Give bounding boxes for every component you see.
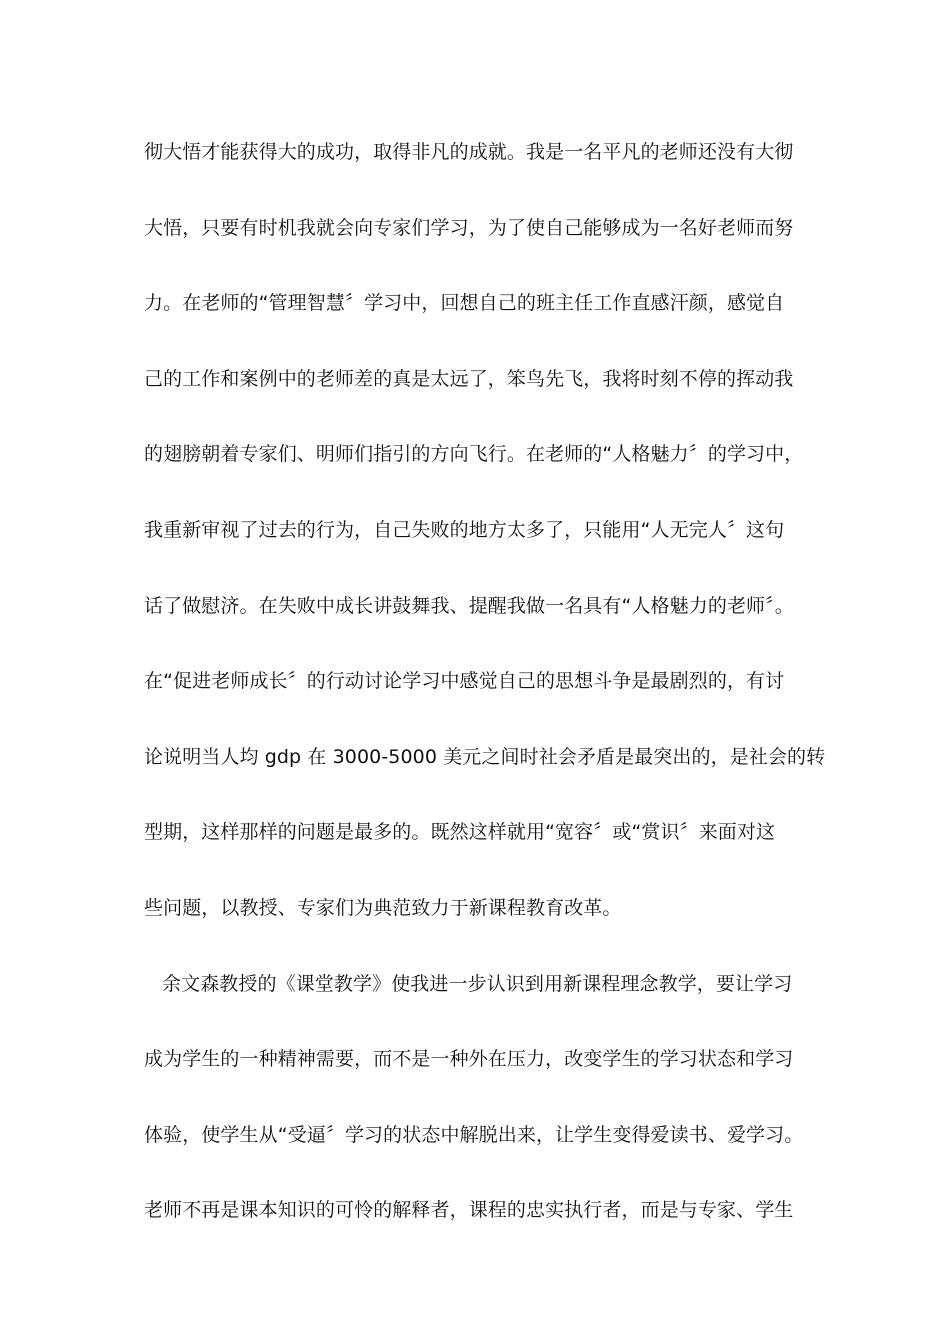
paragraph-start-line: 余文森教授的《课堂教学》使我进一步认识到用新课程理念教学，要让学习 [162,972,793,995]
text-line: 体验，使学生从“受逼〞学习的状态中解脱出来，让学生变得爱读书、爱学习。 [144,1123,804,1146]
text-line: 型期，这样那样的问题是最多的。既然这样就用“宽容〞或“赏识〞来面对这 [144,821,776,844]
text-line: 己的工作和案例中的老师差的真是太远了，笨鸟先飞，我将时刻不停的挥动我 [144,367,794,390]
text-line: 我重新审视了过去的行为，自己失败的地方太多了，只能用“人无完人〞这句 [144,518,785,541]
text-line: 话了做慰济。在失败中成长讲鼓舞我、提醒我做一名具有“人格魅力的老师〞。 [144,594,794,617]
body-text [144,126,826,1260]
text-line: 在“促进老师成长〞的行动讨论学习中感觉自己的思想斗争是最剧烈的，有讨 [144,670,785,693]
text-line: 论说明当人均 gdp 在 3000-5000 美元之间时社会矛盾是最突出的，是社会的转 [144,745,826,768]
text-line: 些问题，以教授、专家们为典范致力于新课程教育改革。 [144,896,622,919]
text-line: 力。在老师的“管理智慧〞学习中，回想自己的班主任工作直感汗颜，感觉自 [144,292,785,315]
text-line: 老师不再是课本知识的可怜的解释者，课程的忠实执行者，而是与专家、学生 [144,1199,794,1222]
text-line: 成为学生的一种精神需要，而不是一种外在压力，改变学生的学习状态和学习 [144,1048,794,1071]
text-line: 彻大悟才能获得大的成功，取得非凡的成就。我是一名平凡的老师还没有大彻 [144,141,794,163]
text-line: 的翅膀朝着专家们、明师们指引的方向飞行。在老师的“人格魅力〞的学习中， [144,443,804,466]
text-line: 大悟，只要有时机我就会向专家们学习，为了使自己能够成为一名好老师而努 [144,216,794,239]
